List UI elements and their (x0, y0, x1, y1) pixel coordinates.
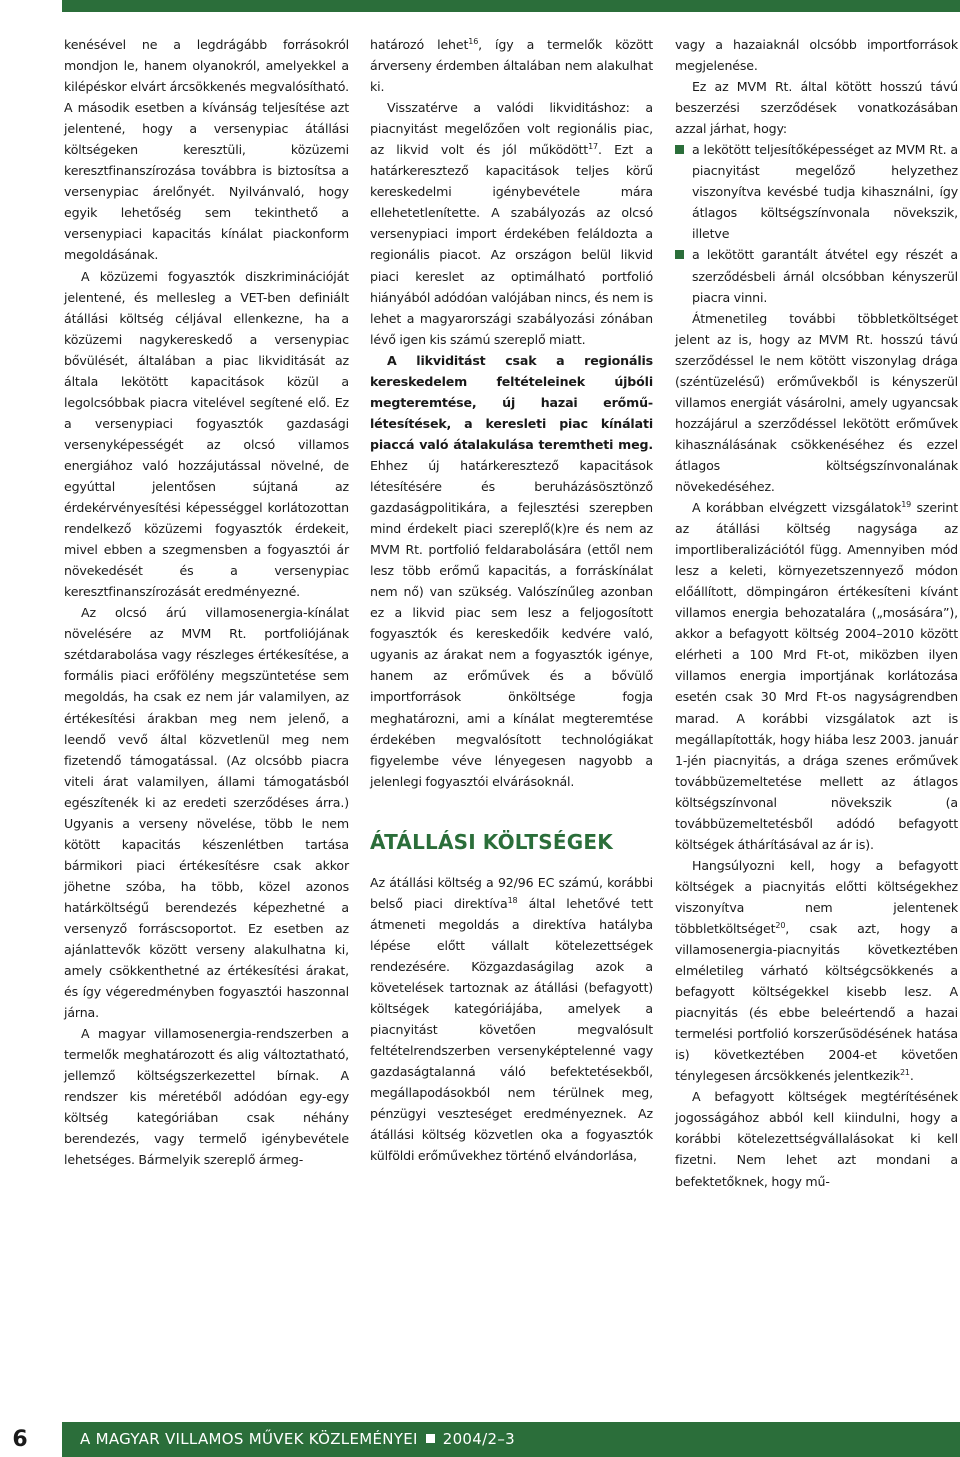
text-run: , így a termelők között árverseny érdemben általában nem alakulhat ki. (370, 37, 653, 95)
page-number: 6 (12, 1427, 28, 1452)
top-accent-bar (62, 0, 960, 12)
paragraph (370, 34, 653, 97)
bullet-square-icon (675, 145, 684, 154)
text-run: . (909, 1068, 914, 1084)
paragraph: Ez az MVM Rt. által kötött hosszú távú beszerzési szerződések vonatkozásában azzal járhat, hogy: (675, 79, 958, 137)
paragraph (675, 855, 958, 1087)
list-item-text: a lekötött teljesítőképességet az MVM Rt. a piacnyitást megelőző helyzethez viszonyítva kevésbé tudja kihasználni, így átlagos költségszínvonala növekszik, illetve (692, 142, 958, 242)
paragraph: kenésével ne a legdrágább forrásokról mondjon le, hanem olyanokról, amelyekkel a kilépéskor elvárt árcsökkenés megvalósítható. A második esetben a kívánság teljesítése azt jelentené, hogy a versenypiac átállási költségeken keresztüli, közüzemi keresztfinanszírozása továbbra is biztosítsa a versenypiac árelőnyét. Nyilvánvaló, hogy egyik lehetőség sem tekinthető a versenypiaci kapacitás kínálat piackonform megoldásának. (64, 37, 349, 263)
column-1 (64, 34, 349, 1171)
paragraph (675, 497, 958, 855)
column-2 (370, 34, 653, 1166)
footnote-ref: 18 (507, 895, 518, 905)
text-run: Visszatérve a valódi likviditáshoz: a piacnyitást megelőzően volt regionális piac, az likvid volt és jól működött (370, 100, 653, 158)
text-run: A korábban elvégzett vizsgálatok (692, 500, 902, 516)
separator-square-icon (426, 1434, 435, 1443)
paragraph (370, 350, 653, 792)
text-run: Ehhez új határkeresztező kapacitások létesítésére és beruházásösztönző gazdaságpolitikára, a fejlesztési szerepben mind érdekelt piaci szereplő(k)re és nem az MVM Rt. portfolió feldarabolására (ettől nem lesz több erőmű kapacitás, a forráskínálat nem nő) van szükség. Valószínűleg azonban ez a likvid piac sem lesz a feljogosított fogyasztók és kereskedőik kedvére való, ugyanis az árakat nem a fogyasztók igénye, hanem az erőművek és a bővülő importforrások önköltsége fogja meghatározni, ami a kínálat megteremtése érdekében megvalósított technológiákat figyelembe véve lényegesen nagyobb a jelenlegi fogyasztói elvárásoknál. (370, 457, 653, 789)
paragraph: A közüzemi fogyasztók diszkriminációját jelentené, és mellesleg a VET-ben definiált átállási költség céljával ellenkezne, ha a közüzemi nagykereskedő a versenypiac bővülését, általában a piac likviditását az általa lekötött kapacitások közül a legolcsóbbak piacra vitelével segítené elő. Ez a versenypiaci fogyasztók gazdasági versenyképességét az olcsó villamos energiához való hozzájutással növelné, de egyúttal jelentősen sújtaná az érdekérvényesítési képességgel korlátozottan rendelkező közüzemi fogyasztók érdekeit, mivel ebben a szegmensben a fogyasztói ár növekedését és a versenypiac keresztfinanszírozását eredményezné. (64, 268, 349, 600)
list-item (675, 139, 958, 244)
bullet-list (675, 139, 958, 307)
paragraph (370, 97, 653, 350)
footnote-ref: 17 (588, 142, 598, 152)
paragraph: A befagyott költségek megtérítésének jogosságához abból kell kiindulni, hogy a korábbi kötelezettségvállalásokat ki kell fizetni. Nem lehet azt mondani a befektetőknek, hogy mű- (675, 1089, 958, 1189)
text-run: által lehetővé tett átmeneti megoldás a direktíva hatályba lépése előtt vállalt kötelezettségek rendezésére. Közgazdaságilag azok a követelések tartoznak az átállási (befagyott) költségek kategóriájába, amelyek a piacnyitást követően megvalósult feltételrendszerben versenyképtelenné vagy gazdaságtalanná váló befektetésekből, megállapodásokból nem térülnek meg, pénzügyi veszteséget eredményeznek. Az átállási költség közvetlen oka a fogyasztók külföldi erőművekhez történő elvándorlása, (370, 895, 653, 1164)
text-run: határozó lehet (370, 37, 469, 52)
text-run: Az átállási költség a 92/96 EC számú, korábbi belső piaci direktíva (370, 874, 653, 911)
paragraph: Az olcsó árú villamosenergia-kínálat növelésére az MVM Rt. portfoliójának szétdarabolása vagy részleges értékesítése, a formális piaci erőfölény megszüntetése sem megoldás, ha csak ez nem jár valamilyen, az értékesítési árakban meg nem jelenő, a leendő vevő által közvetlenül meg nem fizetendő támogatással. (Az olcsóbb piacra viteli árat valamilyen, állami támogatásból egészítenék ki az eredeti szerződéses árra.) Ugyanis a verseny növelése, több le nem kötött kapacitás készenlétben tartása bármikori piaci értékesítésre csak akkor jöhetne szóba, ha több, közel azonos határköltségű berendezés képezhetné a versenyző forráscsoportot. Ez esetben az ajánlattevők között verseny alakulhatna ki, amely csökkenthetné az értékesítési árakat, és így végeredményben fogyasztói haszonnal járna. (64, 605, 349, 1021)
emphasis-text: A likviditást csak a regionális kereskedelem feltételeinek újbóli megteremtése, új hazai erőmű-létesítések, a keresleti piac kínálati piaccá való átalakulása teremtheti meg. (370, 352, 653, 452)
paragraph: Átmenetileg további többletköltséget jelent az is, hogy az MVM Rt. hosszú távú szerződéssel le nem kötött viszonylag drága (széntüzelésű) erőművekből is kényszerül villamos energiát vásárolni, amely ugyancsak hozzájárul a szerződéssel lekötött erőművek kihasználásának csökkenéséhez és ezzel átlagos költségszínvonalának növekedéséhez. (675, 310, 958, 494)
text-run: . Ezt a határkeresztező kapacitások teljes körű kereskedelmi igénybevétele mára ellehetetlenítette. A szabályozás az olcsó versenypiaci import érdekében feláldozta a regionális piacot. Az országon belül likvid piaci kereslet az optimálható portfolió hiányából adódóan valójában nincs, és nem is lehet a magyarországi szabályozási zónában lévő igen kis számú szereplő miatt. (370, 142, 653, 347)
bullet-square-icon (675, 250, 684, 259)
publication-name: A MAGYAR VILLAMOS MŰVEK KÖZLEMÉNYEI (80, 1430, 418, 1448)
footnote-ref: 19 (901, 499, 912, 509)
text-run: szerint az átállási költség nagysága az importliberalizációtól függ. Amennyiben mód lesz a keleti, környezetszennyező módon előállított, dömpingáron értékesíteni kívánt villamos energia behozatalára („mosására”), akkor a befagyott költség 2004–2010 között elérheti a 100 Mrd Ft-ot, miközben ilyen villamos energia importjának korlátozása esetén csak 30 Mrd Ft-os nagyságrendben marad. A korábbi vizsgálatok azt is megállapították, hogy hiába lesz 2003. január 1-jén piacnyitás, a drága szenes erőművek továbbüzemeltetése mellett az átlagos költségszínvonal növekszik (a továbbüzemeltetésből adódó befagyott költségek áthárításával az ár is). (675, 500, 958, 852)
text-run: Hangsúlyozni kell, hogy a befagyott költségek a piacnyitás előtti költségekhez viszonyítva nem jelentenek többletköltséget (675, 857, 958, 936)
column-3 (675, 34, 958, 1192)
text-run: , csak azt, hogy a villamosenergia-piacnyitás következtében elméletileg várható költségcsökkenés a befagyott költségekkel kisebb lesz. A piacnyitás (és ebbe beleértendő a hazai termelési portfolió korszerűsödésének hatása is) következtében 2004-et követően ténylegesen árcsökkenés jelentkezik (675, 920, 958, 1084)
footnote-ref: 21 (899, 1068, 910, 1078)
section-heading: ÁTÁLLÁSI KÖLTSÉGEK (370, 829, 613, 854)
list-item-text: a lekötött garantált átvétel egy részét a szerződésbeli árnál olcsóbban kényszerül piacra vinni. (692, 247, 958, 305)
footnote-ref: 20 (775, 920, 786, 930)
issue-number: 2004/2–3 (442, 1430, 515, 1448)
footnote-ref: 16 (468, 36, 479, 46)
paragraph (370, 872, 653, 1167)
paragraph: A magyar villamosenergia-rendszerben a termelők meghatározott és alig változtatható, jellemző költségszerkezettel bírnak. A rendszer kis méretéből adódóan egy-egy költség kategóriában csak néhány berendezés, vagy termelő igénybevétele lehetséges. Bármelyik szereplő ármeg- (64, 1026, 349, 1168)
list-item (675, 244, 958, 307)
footer-title (80, 1422, 515, 1457)
paragraph: vagy a hazaiaknál olcsóbb importforrások megjelenése. (675, 37, 958, 74)
